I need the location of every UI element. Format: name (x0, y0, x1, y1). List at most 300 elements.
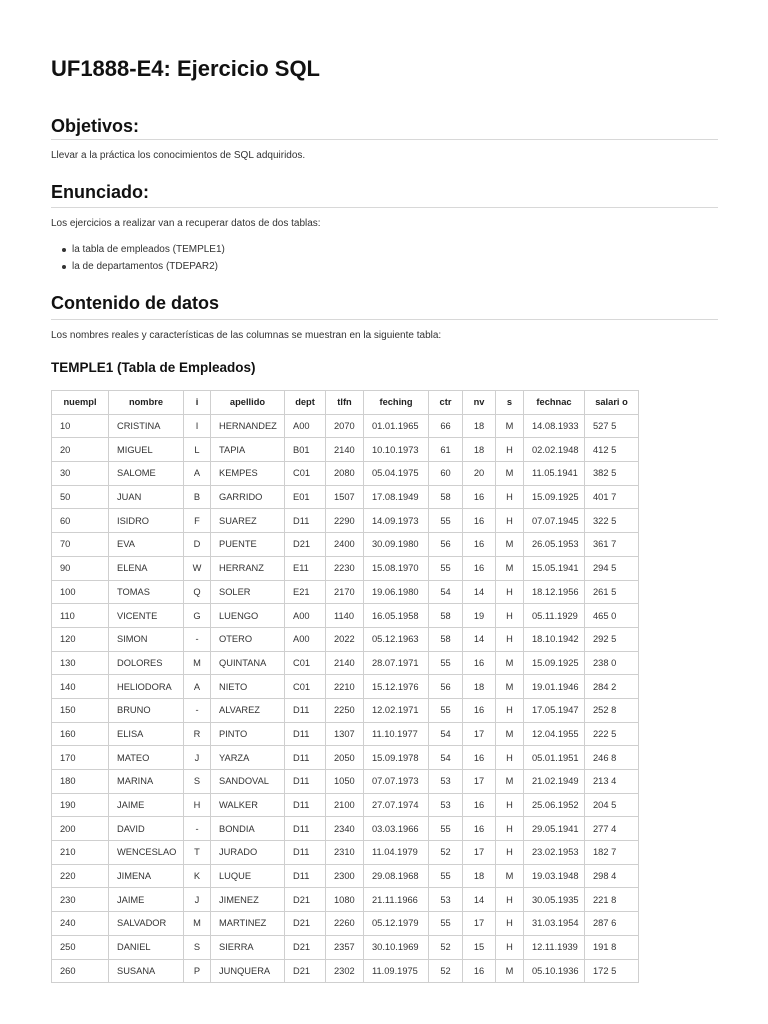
table-cell: J (184, 746, 211, 770)
employees-table (51, 390, 639, 983)
table-cell: 2022 (326, 627, 364, 651)
table-cell: OTERO (211, 627, 285, 651)
table-cell: A00 (285, 627, 326, 651)
table-cell: M (184, 912, 211, 936)
table-row (52, 912, 639, 936)
table-header-row (52, 391, 639, 415)
table-cell: E21 (285, 580, 326, 604)
table-cell: 90 (52, 556, 109, 580)
table-cell: 17 (463, 770, 496, 794)
table-cell: D21 (285, 935, 326, 959)
table-cell: HERRANZ (211, 556, 285, 580)
table-cell: EVA (109, 533, 184, 557)
table-cell: 246 8 (585, 746, 639, 770)
column-header: ctr (429, 391, 463, 415)
table-cell: A00 (285, 414, 326, 438)
table-row (52, 770, 639, 794)
table-cell: DAVID (109, 817, 184, 841)
table-cell: H (496, 817, 524, 841)
table-cell: D11 (285, 793, 326, 817)
table-cell: 17 (463, 912, 496, 936)
table-cell: 21.02.1949 (524, 770, 585, 794)
table-cell: 17.05.1947 (524, 698, 585, 722)
table-cell: 30.09.1980 (364, 533, 429, 557)
table-cell: D21 (285, 959, 326, 983)
table-cell: D21 (285, 912, 326, 936)
table-row (52, 698, 639, 722)
table-cell: 05.12.1979 (364, 912, 429, 936)
table-cell: 16.05.1958 (364, 604, 429, 628)
table-cell: 250 (52, 935, 109, 959)
table-cell: M (496, 959, 524, 983)
table-row (52, 556, 639, 580)
table-cell: 2210 (326, 675, 364, 699)
table-cell: 298 4 (585, 864, 639, 888)
table-row (52, 651, 639, 675)
table-cell: 23.02.1953 (524, 841, 585, 865)
table-cell: 213 4 (585, 770, 639, 794)
table-cell: T (184, 841, 211, 865)
table-row (52, 414, 639, 438)
table-cell: 20 (463, 462, 496, 486)
table-cell: 19 (463, 604, 496, 628)
table-cell: 16 (463, 556, 496, 580)
table-cell: 284 2 (585, 675, 639, 699)
table-cell: H (496, 438, 524, 462)
table-cell: 66 (429, 414, 463, 438)
table-cell: 03.03.1966 (364, 817, 429, 841)
table-cell: F (184, 509, 211, 533)
table-cell: Q (184, 580, 211, 604)
table-cell: 16 (463, 698, 496, 722)
table-cell: 465 0 (585, 604, 639, 628)
objetivos-heading: Objetivos: (51, 116, 140, 136)
table-cell: VICENTE (109, 604, 184, 628)
table-cell: 18.12.1956 (524, 580, 585, 604)
table-row (52, 722, 639, 746)
table-cell: 15.09.1978 (364, 746, 429, 770)
table-cell: 07.07.1945 (524, 509, 585, 533)
table-cell: A (184, 675, 211, 699)
table-cell: D21 (285, 533, 326, 557)
table-cell: BONDIA (211, 817, 285, 841)
table-cell: 10 (52, 414, 109, 438)
table-cell: NIETO (211, 675, 285, 699)
table-cell: 18 (463, 675, 496, 699)
table-cell: 28.07.1971 (364, 651, 429, 675)
table-row (52, 888, 639, 912)
table-cell: SALOME (109, 462, 184, 486)
column-header: tlfn (326, 391, 364, 415)
table-cell: B01 (285, 438, 326, 462)
table-cell: 2080 (326, 462, 364, 486)
table-cell: 16 (463, 817, 496, 841)
table-cell: 52 (429, 959, 463, 983)
table-cell: 401 7 (585, 485, 639, 509)
table-cell: 120 (52, 627, 109, 651)
table-cell: 2230 (326, 556, 364, 580)
table-cell: 14 (463, 580, 496, 604)
table-cell: 16 (463, 509, 496, 533)
contenido-text: Los nombres reales y características de las columnas se muestran en la siguiente tabla: (51, 330, 442, 341)
table-cell: 412 5 (585, 438, 639, 462)
table-cell: 56 (429, 533, 463, 557)
table-cell: 05.11.1929 (524, 604, 585, 628)
table-cell: M (496, 651, 524, 675)
table-cell: 2140 (326, 438, 364, 462)
table-cell: 16 (463, 651, 496, 675)
table-cell: 19.03.1948 (524, 864, 585, 888)
table-cell: 58 (429, 604, 463, 628)
table-cell: 05.12.1963 (364, 627, 429, 651)
table-cell: 18 (463, 864, 496, 888)
table-cell: L (184, 438, 211, 462)
table-cell: 230 (52, 888, 109, 912)
table-cell: 322 5 (585, 509, 639, 533)
table-cell: 14.08.1933 (524, 414, 585, 438)
table-cell: 160 (52, 722, 109, 746)
table-cell: H (496, 912, 524, 936)
table-cell: H (496, 746, 524, 770)
table-cell: MIGUEL (109, 438, 184, 462)
table-cell: D11 (285, 770, 326, 794)
table-cell: 150 (52, 698, 109, 722)
column-header: apellido (211, 391, 285, 415)
table-cell: 361 7 (585, 533, 639, 557)
table-cell: A00 (285, 604, 326, 628)
table-cell: M (496, 414, 524, 438)
table-cell: 222 5 (585, 722, 639, 746)
table-cell: 29.05.1941 (524, 817, 585, 841)
table-cell: 1507 (326, 485, 364, 509)
table-cell: 382 5 (585, 462, 639, 486)
table-cell: 19.01.1946 (524, 675, 585, 699)
table-cell: 27.07.1974 (364, 793, 429, 817)
table-cell: D11 (285, 746, 326, 770)
column-header: dept (285, 391, 326, 415)
table-cell: PINTO (211, 722, 285, 746)
table-cell: M (496, 864, 524, 888)
table-row (52, 604, 639, 628)
contenido-heading: Contenido de datos (51, 293, 219, 313)
table-cell: 200 (52, 817, 109, 841)
table-cell: 12.11.1939 (524, 935, 585, 959)
table-cell: GARRIDO (211, 485, 285, 509)
table-cell: TAPIA (211, 438, 285, 462)
table-cell: 55 (429, 509, 463, 533)
table-cell: - (184, 817, 211, 841)
table-cell: H (496, 485, 524, 509)
table-cell: 31.03.1954 (524, 912, 585, 936)
table-cell: H (496, 888, 524, 912)
table-cell: 260 (52, 959, 109, 983)
table-cell: MARTINEZ (211, 912, 285, 936)
table-cell: 15.08.1970 (364, 556, 429, 580)
table-row (52, 746, 639, 770)
table-cell: 56 (429, 675, 463, 699)
table-cell: 11.09.1975 (364, 959, 429, 983)
table-cell: LUENGO (211, 604, 285, 628)
column-header: s (496, 391, 524, 415)
table-cell: M (184, 651, 211, 675)
table-cell: JAIME (109, 793, 184, 817)
table-cell: 16 (463, 746, 496, 770)
column-header: nombre (109, 391, 184, 415)
table-cell: SALVADOR (109, 912, 184, 936)
table-row (52, 509, 639, 533)
table-cell: 10.10.1973 (364, 438, 429, 462)
table-cell: S (184, 935, 211, 959)
table-cell: 2170 (326, 580, 364, 604)
table-row (52, 864, 639, 888)
list-item: la tabla de empleados (TEMPLE1) (51, 243, 225, 260)
table-cell: ALVAREZ (211, 698, 285, 722)
table-cell: 292 5 (585, 627, 639, 651)
table-cell: - (184, 627, 211, 651)
table-cell: 110 (52, 604, 109, 628)
page-title: UF1888-E4: Ejercicio SQL (51, 56, 320, 81)
table-cell: JAIME (109, 888, 184, 912)
table-cell: 26.05.1953 (524, 533, 585, 557)
table-cell: 54 (429, 746, 463, 770)
table-cell: JUNQUERA (211, 959, 285, 983)
table-cell: J (184, 888, 211, 912)
table-cell: 172 5 (585, 959, 639, 983)
table-cell: 170 (52, 746, 109, 770)
table-cell: 12.04.1955 (524, 722, 585, 746)
table-row (52, 438, 639, 462)
enunciado-heading: Enunciado: (51, 182, 149, 202)
table-cell: 140 (52, 675, 109, 699)
table-cell: DOLORES (109, 651, 184, 675)
table-cell: 261 5 (585, 580, 639, 604)
table-cell: H (496, 580, 524, 604)
table-cell: M (496, 556, 524, 580)
table-cell: ELISA (109, 722, 184, 746)
table-cell: 190 (52, 793, 109, 817)
table-cell: SANDOVAL (211, 770, 285, 794)
table-cell: 05.01.1951 (524, 746, 585, 770)
enunciado-text: Los ejercicios a realizar van a recuperar datos de dos tablas: (51, 218, 321, 229)
table-row (52, 580, 639, 604)
table-cell: 2100 (326, 793, 364, 817)
table-title: TEMPLE1 (Tabla de Empleados) (51, 360, 256, 375)
divider (51, 139, 718, 140)
table-cell: 14.09.1973 (364, 509, 429, 533)
table-cell: 182 7 (585, 841, 639, 865)
table-cell: 11.10.1977 (364, 722, 429, 746)
table-row (52, 935, 639, 959)
table-cell: JUAN (109, 485, 184, 509)
table-cell: 11.04.1979 (364, 841, 429, 865)
table-cell: 02.02.1948 (524, 438, 585, 462)
table-cell: C01 (285, 651, 326, 675)
column-header: i (184, 391, 211, 415)
column-header: salari o (585, 391, 639, 415)
table-cell: I (184, 414, 211, 438)
table-cell: CRISTINA (109, 414, 184, 438)
table-cell: D (184, 533, 211, 557)
column-header: nuempl (52, 391, 109, 415)
table-cell: M (496, 722, 524, 746)
table-row (52, 462, 639, 486)
table-cell: 252 8 (585, 698, 639, 722)
table-cell: WENCESLAO (109, 841, 184, 865)
table-cell: 30.10.1969 (364, 935, 429, 959)
table-cell: ELENA (109, 556, 184, 580)
table-cell: 1080 (326, 888, 364, 912)
table-cell: SOLER (211, 580, 285, 604)
table-cell: 16 (463, 959, 496, 983)
table-row (52, 959, 639, 983)
table-cell: 15.05.1941 (524, 556, 585, 580)
table-cell: 05.04.1975 (364, 462, 429, 486)
table-cell: P (184, 959, 211, 983)
table-cell: 238 0 (585, 651, 639, 675)
table-cell: 527 5 (585, 414, 639, 438)
table-cell: H (184, 793, 211, 817)
table-cell: 19.06.1980 (364, 580, 429, 604)
table-cell: 58 (429, 485, 463, 509)
table-cell: 204 5 (585, 793, 639, 817)
table-cell: 61 (429, 438, 463, 462)
table-cell: 52 (429, 935, 463, 959)
table-cell: 287 6 (585, 912, 639, 936)
table-cell: 1050 (326, 770, 364, 794)
table-cell: D11 (285, 864, 326, 888)
table-cell: 221 8 (585, 888, 639, 912)
table-cell: C01 (285, 675, 326, 699)
table-cell: 01.01.1965 (364, 414, 429, 438)
table-cell: D11 (285, 722, 326, 746)
table-cell: 191 8 (585, 935, 639, 959)
tables-list (51, 243, 225, 277)
table-cell: 12.02.1971 (364, 698, 429, 722)
table-cell: 18.10.1942 (524, 627, 585, 651)
table-cell: 2302 (326, 959, 364, 983)
table-cell: 2340 (326, 817, 364, 841)
table-cell: LUQUE (211, 864, 285, 888)
table-cell: 54 (429, 580, 463, 604)
table-cell: 52 (429, 841, 463, 865)
table-cell: E01 (285, 485, 326, 509)
table-body (52, 414, 639, 983)
table-cell: 2050 (326, 746, 364, 770)
table-cell: D11 (285, 509, 326, 533)
table-cell: 277 4 (585, 817, 639, 841)
table-cell: 55 (429, 698, 463, 722)
table-row (52, 485, 639, 509)
table-cell: - (184, 698, 211, 722)
table-cell: JIMENA (109, 864, 184, 888)
table-cell: D11 (285, 817, 326, 841)
table-cell: 2260 (326, 912, 364, 936)
table-cell: HERNANDEZ (211, 414, 285, 438)
table-cell: 18 (463, 438, 496, 462)
table-cell: 55 (429, 556, 463, 580)
table-cell: C01 (285, 462, 326, 486)
table-cell: 30 (52, 462, 109, 486)
table-cell: 58 (429, 627, 463, 651)
table-cell: M (496, 770, 524, 794)
table-cell: D11 (285, 841, 326, 865)
table-cell: 07.07.1973 (364, 770, 429, 794)
table-cell: A (184, 462, 211, 486)
table-cell: 16 (463, 485, 496, 509)
table-cell: B (184, 485, 211, 509)
table-cell: SIMON (109, 627, 184, 651)
table-cell: 16 (463, 533, 496, 557)
table-cell: ISIDRO (109, 509, 184, 533)
table-cell: 29.08.1968 (364, 864, 429, 888)
table-cell: 53 (429, 888, 463, 912)
table-cell: 05.10.1936 (524, 959, 585, 983)
table-row (52, 627, 639, 651)
table-row (52, 675, 639, 699)
table-cell: 2290 (326, 509, 364, 533)
table-cell: 2140 (326, 651, 364, 675)
table-cell: 53 (429, 770, 463, 794)
table-cell: 70 (52, 533, 109, 557)
table-cell: YARZA (211, 746, 285, 770)
table-cell: 17 (463, 722, 496, 746)
table-cell: 30.05.1935 (524, 888, 585, 912)
table-cell: 55 (429, 912, 463, 936)
table-cell: D21 (285, 888, 326, 912)
table-cell: G (184, 604, 211, 628)
table-cell: TOMAS (109, 580, 184, 604)
column-header: nv (463, 391, 496, 415)
table-cell: 55 (429, 651, 463, 675)
table-cell: E11 (285, 556, 326, 580)
table-cell: R (184, 722, 211, 746)
table-cell: 220 (52, 864, 109, 888)
table-cell: 294 5 (585, 556, 639, 580)
table-cell: 2310 (326, 841, 364, 865)
table-cell: 53 (429, 793, 463, 817)
table-cell: 14 (463, 888, 496, 912)
table-row (52, 817, 639, 841)
table-cell: MATEO (109, 746, 184, 770)
table-cell: WALKER (211, 793, 285, 817)
table-cell: BRUNO (109, 698, 184, 722)
table-cell: 60 (52, 509, 109, 533)
table-cell: SUSANA (109, 959, 184, 983)
table-cell: QUINTANA (211, 651, 285, 675)
table-cell: PUENTE (211, 533, 285, 557)
table-cell: MARINA (109, 770, 184, 794)
table-cell: HELIODORA (109, 675, 184, 699)
table-cell: 17.08.1949 (364, 485, 429, 509)
table-cell: 2070 (326, 414, 364, 438)
table-cell: JURADO (211, 841, 285, 865)
table-cell: 25.06.1952 (524, 793, 585, 817)
table-cell: 1307 (326, 722, 364, 746)
table-cell: 21.11.1966 (364, 888, 429, 912)
table-cell: 100 (52, 580, 109, 604)
table-cell: M (496, 533, 524, 557)
table-cell: 15.09.1925 (524, 485, 585, 509)
table-cell: 1140 (326, 604, 364, 628)
table-cell: 15 (463, 935, 496, 959)
table-cell: H (496, 793, 524, 817)
table-cell: SIERRA (211, 935, 285, 959)
table-cell: H (496, 627, 524, 651)
objetivos-text: Llevar a la práctica los conocimientos de SQL adquiridos. (51, 150, 306, 161)
table-cell: S (184, 770, 211, 794)
column-header: feching (364, 391, 429, 415)
table-cell: KEMPES (211, 462, 285, 486)
